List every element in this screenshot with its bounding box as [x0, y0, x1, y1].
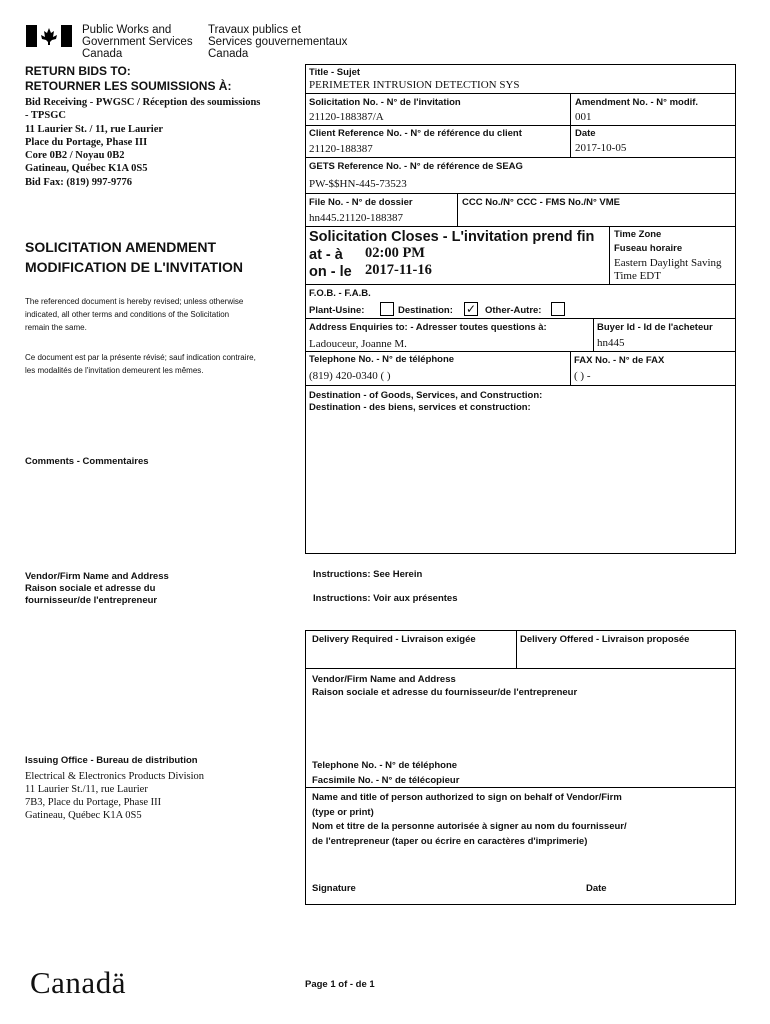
instructions-fr: Instructions: Voir aux présentes: [313, 593, 458, 604]
closing-time: 02:00 PM: [365, 245, 425, 261]
fob-label: F.O.B. - F.A.B.: [309, 288, 371, 299]
ccc-label: CCC No./N° CCC - FMS No./N° VME: [462, 197, 621, 208]
closes-label: Solicitation Closes - L'invitation prend fin: [309, 229, 595, 245]
signature-date-label: Date: [586, 883, 607, 894]
timezone-label-fr: Fuseau horaire: [614, 243, 683, 254]
timezone-value-1: Eastern Daylight Saving: [614, 257, 722, 269]
vendor-contact-label: Telephone No. - N° de téléphone Facsimile No. - N° de télécopieur: [312, 760, 460, 786]
phone-value: (819) 420-0340 ( ): [309, 370, 391, 382]
at-label: at - à: [309, 247, 343, 263]
client-ref-value: 21120-188387: [309, 143, 373, 155]
delivery-required-label: Delivery Required - Livraison exigée: [312, 634, 476, 645]
signature-label: Signature: [312, 883, 356, 894]
other-label: Other-Autre:: [485, 305, 542, 316]
title-value: PERIMETER INTRUSION DETECTION SYS: [309, 79, 520, 91]
amendment-note-fr: Ce document est par la présente révisé; sauf indication contraire, les modalités de l'invitation demeurent les mêmes.: [25, 353, 256, 375]
canada-wordmark: Canadä: [30, 965, 126, 1000]
gets-label: GETS Reference No. - N° de référence de SEAG: [309, 161, 523, 172]
canada-flag-icon: [26, 25, 72, 47]
client-ref-label: Client Reference No. - N° de référence du client: [309, 128, 522, 139]
on-label: on - le: [309, 264, 352, 280]
fax-value: ( ) -: [574, 370, 591, 382]
page-number: Page 1 of - de 1: [305, 979, 375, 990]
title-label: Title - Sujet: [309, 67, 361, 78]
department-name-fr: Travaux publics et Services gouvernementaux Canada: [208, 24, 348, 60]
buyer-value: hn445: [597, 337, 625, 349]
enquiries-value: Ladouceur, Joanne M.: [309, 338, 407, 350]
solicitation-value: 21120-188387/A: [309, 111, 384, 123]
return-bids-address: Bid Receiving - PWGSC / Réception des soumissions - TPSGC 11 Laurier St. / 11, rue Laurier Place du Portage, Phase III Core 0B2 / Noyau 0B2 Gatineau, Québec K1A 0S5 Bid Fax: (819) 997-9776: [25, 97, 261, 188]
vendor-name-address-label: Vendor/Firm Name and Address Raison sociale et adresse du fournisseur/de l'entrepreneur: [312, 674, 578, 698]
date-label: Date: [575, 128, 596, 139]
amendment-title: SOLICITATION AMENDMENT MODIFICATION DE L'INVITATION: [25, 239, 243, 275]
date-value: 2017-10-05: [575, 142, 627, 154]
gets-value: PW-$$HN-445-73523: [309, 178, 407, 190]
issuing-office-label: Issuing Office - Bureau de distribution: [25, 755, 198, 766]
issuing-office-address: Electrical & Electronics Products Division 11 Laurier St./11, rue Laurier 7B3, Place du Portage, Phase III Gatineau, Québec K1A 0S5: [25, 771, 205, 821]
buyer-label: Buyer Id - Id de l'acheteur: [597, 322, 713, 333]
fax-label: FAX No. - N° de FAX: [574, 355, 665, 366]
file-value: hn445.21120-188387: [309, 212, 404, 224]
amendment-note-en: The referenced document is hereby revised; unless otherwise indicated, all other terms and conditions of the Solicitation remain the same.: [25, 297, 244, 332]
other-checkbox[interactable]: [551, 302, 565, 316]
vendor-left-label: Vendor/Firm Name and Address Raison sociale et adresse du fournisseur/de l'entrepreneur: [25, 571, 169, 606]
phone-label: Telephone No. - N° de téléphone: [309, 354, 455, 365]
destination-goods-label: Destination - of Goods, Services, and Construction: Destination - des biens, services et construction:: [309, 390, 543, 413]
file-label: File No. - N° de dossier: [309, 197, 413, 208]
destination-checkbox[interactable]: ✓: [465, 302, 477, 316]
instructions-en: Instructions: See Herein: [313, 569, 423, 580]
destination-label: Destination:: [398, 305, 453, 316]
plant-label: Plant-Usine:: [309, 305, 365, 316]
department-name-en: Public Works and Government Services Canada: [82, 24, 193, 60]
timezone-label-en: Time Zone: [614, 229, 662, 240]
plant-checkbox[interactable]: [380, 302, 394, 316]
return-bids-title: RETURN BIDS TO: RETOURNER LES SOUMISSIONS À:: [25, 64, 232, 93]
solicitation-label: Solicitation No. - N° de l'invitation: [309, 97, 461, 108]
timezone-value-2: Time EDT: [614, 270, 661, 282]
amendment-value: 001: [575, 111, 592, 123]
comments-label: Comments - Commentaires: [25, 456, 149, 467]
enquiries-label: Address Enquiries to: - Adresser toutes questions à:: [309, 322, 547, 333]
delivery-offered-label: Delivery Offered - Livraison proposée: [520, 634, 690, 645]
amendment-label: Amendment No. - N° modif.: [575, 97, 699, 108]
closing-date: 2017-11-16: [365, 262, 432, 278]
authorized-person-label: Name and title of person authorized to sign on behalf of Vendor/Firm (type or print) Nom et titre de la personne autorisée à signer au nom du fournisseur/ de l'entrepreneur (taper ou écrire en caractères d'imprimerie): [312, 792, 627, 847]
